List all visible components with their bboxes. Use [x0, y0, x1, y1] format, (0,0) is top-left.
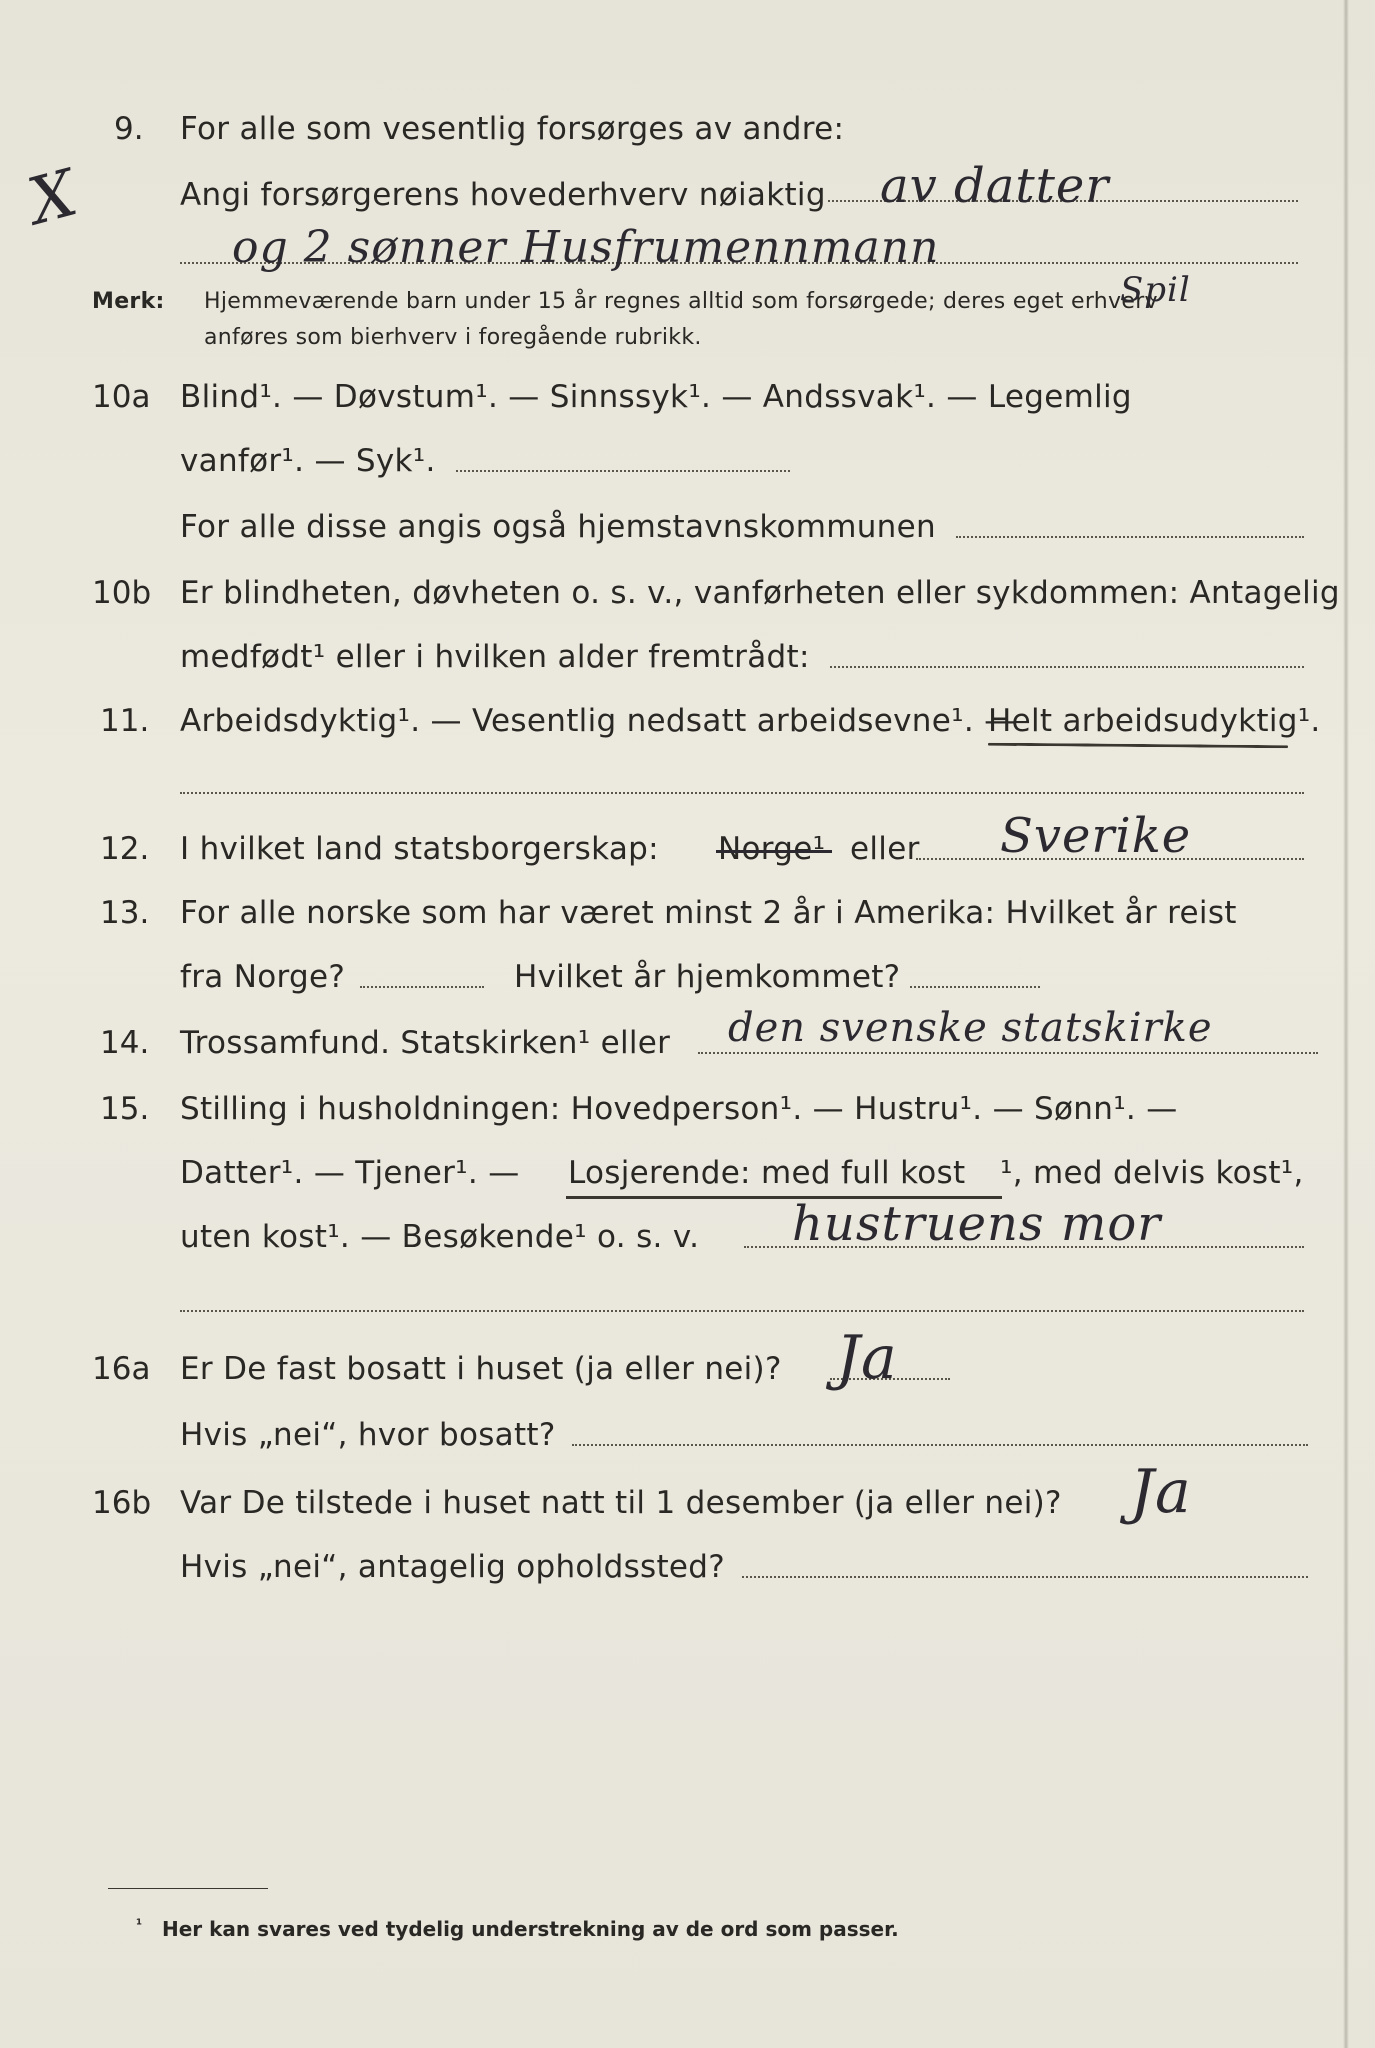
q10a-hjemstavn-answer-line [956, 536, 1304, 538]
q11-number: 11. [100, 703, 150, 739]
footnote-text: Her kan svares ved tydelig understrekning av de ord som passer. [162, 1917, 899, 1941]
q11-options-a: Arbeidsdyktig¹. — Vesentlig nedsatt arbeidsevne¹. — [180, 703, 1016, 739]
q10a-number: 10a [92, 379, 151, 415]
q16b-line-2: Hvis „nei“, antagelig opholdssted? [180, 1549, 726, 1585]
q15-line-1: Stilling i husholdningen: Hovedperson¹. — Hustru¹. — Sønn¹. — [180, 1091, 1178, 1127]
merk-line-2: anføres som bierhverv i foregående rubrikk. [204, 325, 702, 350]
q16b-line-1: Var De tilstede i huset natt til 1 desember (ja eller nei)? [180, 1485, 1062, 1521]
q10a-line-1: Blind¹. — Døvstum¹. — Sinnssyk¹. — Andssvak¹. — Legemlig [180, 379, 1132, 415]
q13-hjemkommet-answer-line [910, 986, 1040, 988]
footnote-mark: ¹ [136, 1917, 143, 1933]
q13-line-2a: fra Norge? [180, 959, 346, 995]
q15-line-3: uten kost¹. — Besøkende¹ o. s. v. [180, 1219, 700, 1255]
q15-answer-line-2 [180, 1310, 1304, 1312]
q15-line-2a: Datter¹. — Tjener¹. — [180, 1155, 520, 1191]
q10b-line-1: Er blindheten, døvheten o. s. v., vanførheten eller sykdommen: Antagelig [180, 575, 1340, 611]
q15-line-2c: ¹, med delvis kost¹, [1000, 1155, 1304, 1191]
q16b-opholdssted-answer-line [742, 1576, 1308, 1578]
q16a-line-2: Hvis „nei“, hvor bosatt? [180, 1417, 556, 1453]
q13-number: 13. [100, 895, 150, 931]
q11-answer-line [180, 792, 1304, 794]
q15-number: 15. [100, 1091, 150, 1127]
q10a-line-3: For alle disse angis også hjemstavnskommunen [180, 509, 936, 545]
q12-norge-option: Norge¹ [718, 831, 826, 867]
q12-handwritten-answer: Sverike [1000, 808, 1192, 864]
q12-label: I hvilket land statsborgerskap: [180, 831, 659, 867]
q9-margin-mark: X [21, 156, 86, 240]
q12-norge-strikethrough [716, 850, 832, 853]
q12-number: 12. [100, 831, 150, 867]
q16a-handwritten-answer: Ja [836, 1323, 898, 1393]
q13-line-2b: Hvilket år hjemkommet? [514, 959, 901, 995]
page-edge-shadow [1343, 0, 1349, 2048]
q15-handwritten-answer: hustruens mor [792, 1196, 1162, 1252]
q16b-handwritten-answer: Ja [1130, 1457, 1192, 1527]
q9-number: 9. [114, 111, 144, 147]
merk-line-1: Hjemmeværende barn under 15 år regnes alltid som forsørgede; deres eget erhverv [204, 289, 1158, 314]
q16b-number: 16b [92, 1485, 152, 1521]
q9-handwritten-answer-1: av datter [880, 158, 1110, 214]
q14-number: 14. [100, 1025, 150, 1061]
q15-line-2b-losjerende: Losjerende: med full kost [568, 1155, 966, 1191]
q10a-line-2: vanfør¹. — Syk¹. [180, 443, 436, 479]
q13-line-1: For alle norske som har været minst 2 år i Amerika: Hvilket år reist [180, 895, 1237, 931]
q14-handwritten-answer: den svenske statskirke [728, 1005, 1213, 1051]
q9-handwritten-answer-2: og 2 sønner Husfrumennmann [232, 222, 940, 273]
q16a-bosatt-answer-line [572, 1444, 1308, 1446]
merk-handwritten-note: Spil [1120, 270, 1191, 310]
q12-eller: eller [850, 831, 920, 867]
q11-options-b: Helt arbeidsudyktig¹. [988, 703, 1321, 739]
footnote-separator [108, 1888, 268, 1889]
q16a-number: 16a [92, 1351, 151, 1387]
q10b-line-2: medfødt¹ eller i hvilken alder fremtrådt: [180, 639, 810, 675]
merk-label: Merk: [92, 289, 165, 314]
q14-label: Trossamfund. Statskirken¹ eller [180, 1025, 671, 1061]
q10a-syk-answer-line [456, 470, 790, 472]
q10b-answer-line [830, 666, 1304, 668]
q9-sub-label: Angi forsørgerens hovederhverv nøiaktig [180, 177, 826, 213]
q13-reist-answer-line [360, 986, 484, 988]
q16a-line-1: Er De fast bosatt i huset (ja eller nei)? [180, 1351, 782, 1387]
q10b-number: 10b [92, 575, 152, 611]
q9-label: For alle som vesentlig forsørges av andre: [180, 111, 845, 147]
